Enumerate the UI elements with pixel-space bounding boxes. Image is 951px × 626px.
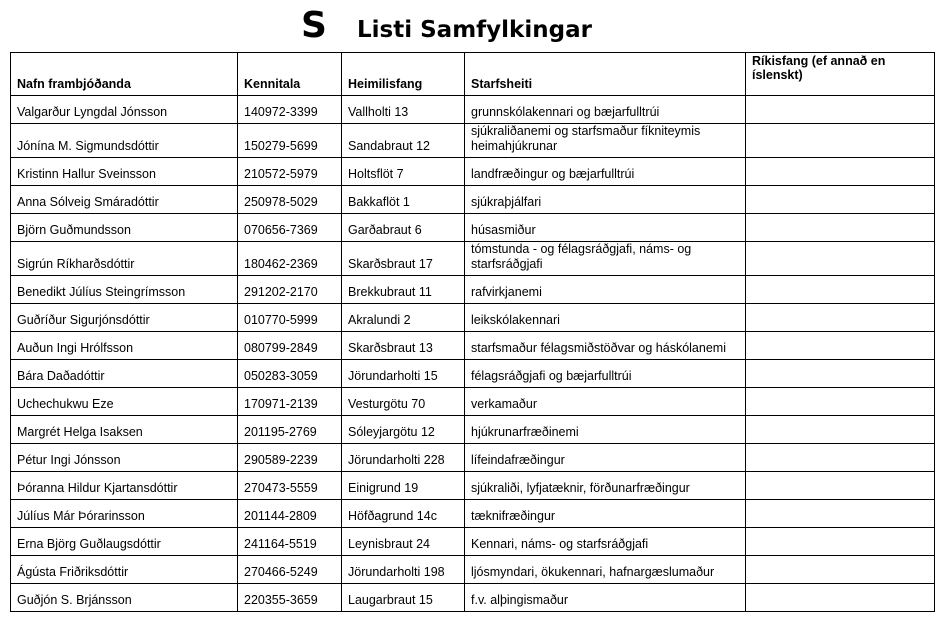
- cell-citizenship: [746, 214, 935, 242]
- cell-citizenship: [746, 360, 935, 388]
- cell-address: Vallholti 13: [342, 96, 465, 124]
- cell-name: Valgarður Lyngdal Jónsson: [11, 96, 238, 124]
- cell-occupation: félagsráðgjafi og bæjarfulltrúi: [465, 360, 746, 388]
- column-header-name: Nafn frambjóðanda: [11, 53, 238, 96]
- cell-name: Margrét Helga Isaksen: [11, 416, 238, 444]
- cell-kennitala: 180462-2369: [238, 242, 342, 276]
- cell-occupation: húsasmiður: [465, 214, 746, 242]
- cell-citizenship: [746, 444, 935, 472]
- cell-occupation: landfræðingur og bæjarfulltrúi: [465, 158, 746, 186]
- table-row: [11, 332, 935, 360]
- column-header-occupation: Starfsheiti: [465, 53, 746, 96]
- cell-address: Vesturgötu 70: [342, 388, 465, 416]
- table-row: [11, 276, 935, 304]
- cell-citizenship: [746, 304, 935, 332]
- cell-name: Erna Björg Guðlaugsdóttir: [11, 528, 238, 556]
- cell-citizenship: [746, 96, 935, 124]
- table-body: [11, 96, 935, 612]
- cell-name: Anna Sólveig Smáradóttir: [11, 186, 238, 214]
- table-row: [11, 472, 935, 500]
- table-row: [11, 242, 935, 276]
- cell-citizenship: [746, 124, 935, 158]
- cell-kennitala: 150279-5699: [238, 124, 342, 158]
- table-row: [11, 360, 935, 388]
- cell-address: Skarðsbraut 13: [342, 332, 465, 360]
- cell-name: Björn Guðmundsson: [11, 214, 238, 242]
- cell-kennitala: 291202-2170: [238, 276, 342, 304]
- cell-address: Jörundarholti 198: [342, 556, 465, 584]
- cell-kennitala: 270473-5559: [238, 472, 342, 500]
- list-letter: S: [301, 5, 327, 46]
- cell-address: Jörundarholti 228: [342, 444, 465, 472]
- cell-occupation: starfsmaður félagsmiðstöðvar og háskólanemi: [465, 332, 746, 360]
- cell-citizenship: [746, 528, 935, 556]
- cell-address: Bakkaflöt 1: [342, 186, 465, 214]
- cell-kennitala: 080799-2849: [238, 332, 342, 360]
- cell-name: Ágústa Friðriksdóttir: [11, 556, 238, 584]
- table-row: [11, 416, 935, 444]
- cell-citizenship: [746, 158, 935, 186]
- table-row: [11, 186, 935, 214]
- cell-name: Kristinn Hallur Sveinsson: [11, 158, 238, 186]
- cell-name: Guðjón S. Brjánsson: [11, 584, 238, 612]
- cell-address: Jörundarholti 15: [342, 360, 465, 388]
- cell-address: Brekkubraut 11: [342, 276, 465, 304]
- cell-occupation: ljósmyndari, ökukennari, hafnargæslumaður: [465, 556, 746, 584]
- cell-address: Akralundi 2: [342, 304, 465, 332]
- cell-kennitala: 070656-7369: [238, 214, 342, 242]
- table-row: [11, 444, 935, 472]
- cell-address: Sandabraut 12: [342, 124, 465, 158]
- list-heading: [0, 4, 951, 50]
- table-row: [11, 96, 935, 124]
- table-row: [11, 124, 935, 158]
- cell-address: Einigrund 19: [342, 472, 465, 500]
- cell-citizenship: [746, 500, 935, 528]
- cell-kennitala: 210572-5979: [238, 158, 342, 186]
- cell-occupation: leikskólakennari: [465, 304, 746, 332]
- cell-name: Uchechukwu Eze: [11, 388, 238, 416]
- cell-kennitala: 270466-5249: [238, 556, 342, 584]
- cell-kennitala: 010770-5999: [238, 304, 342, 332]
- cell-occupation: f.v. alþingismaður: [465, 584, 746, 612]
- cell-kennitala: 290589-2239: [238, 444, 342, 472]
- cell-citizenship: [746, 416, 935, 444]
- cell-kennitala: 220355-3659: [238, 584, 342, 612]
- column-header-kennitala: Kennitala: [238, 53, 342, 96]
- cell-kennitala: 250978-5029: [238, 186, 342, 214]
- cell-citizenship: [746, 472, 935, 500]
- cell-occupation: verkamaður: [465, 388, 746, 416]
- table-row: [11, 500, 935, 528]
- cell-name: Júlíus Már Þórarinsson: [11, 500, 238, 528]
- cell-kennitala: 050283-3059: [238, 360, 342, 388]
- cell-citizenship: [746, 556, 935, 584]
- column-header-citizenship: Ríkisfang (ef annað en íslenskt): [746, 53, 935, 96]
- cell-occupation: sjúkraþjálfari: [465, 186, 746, 214]
- cell-address: Höfðagrund 14c: [342, 500, 465, 528]
- table-header-row: [11, 53, 935, 96]
- table-row: [11, 528, 935, 556]
- column-header-address: Heimilisfang: [342, 53, 465, 96]
- cell-name: Bára Daðadóttir: [11, 360, 238, 388]
- table-row: [11, 158, 935, 186]
- cell-name: Pétur Ingi Jónsson: [11, 444, 238, 472]
- cell-address: Sóleyjargötu 12: [342, 416, 465, 444]
- list-title: Listi Samfylkingar: [357, 17, 592, 43]
- cell-occupation: Kennari, náms- og starfsráðgjafi: [465, 528, 746, 556]
- table-row: [11, 304, 935, 332]
- cell-citizenship: [746, 584, 935, 612]
- cell-kennitala: 201195-2769: [238, 416, 342, 444]
- cell-kennitala: 201144-2809: [238, 500, 342, 528]
- cell-citizenship: [746, 388, 935, 416]
- cell-address: Leynisbraut 24: [342, 528, 465, 556]
- cell-name: Auðun Ingi Hrólfsson: [11, 332, 238, 360]
- cell-occupation: sjúkraliðanemi og starfsmaður fíkniteymis heimahjúkrunar: [465, 124, 746, 158]
- cell-address: Garðabraut 6: [342, 214, 465, 242]
- cell-occupation: rafvirkjanemi: [465, 276, 746, 304]
- table-row: [11, 388, 935, 416]
- cell-citizenship: [746, 332, 935, 360]
- cell-address: Holtsflöt 7: [342, 158, 465, 186]
- table-row: [11, 584, 935, 612]
- cell-name: Benedikt Júlíus Steingrímsson: [11, 276, 238, 304]
- cell-citizenship: [746, 276, 935, 304]
- cell-kennitala: 170971-2139: [238, 388, 342, 416]
- table-row: [11, 556, 935, 584]
- cell-address: Laugarbraut 15: [342, 584, 465, 612]
- cell-occupation: grunnskólakennari og bæjarfulltrúi: [465, 96, 746, 124]
- cell-kennitala: 241164-5519: [238, 528, 342, 556]
- cell-kennitala: 140972-3399: [238, 96, 342, 124]
- cell-occupation: tæknifræðingur: [465, 500, 746, 528]
- cell-citizenship: [746, 242, 935, 276]
- cell-occupation: sjúkraliði, lyfjatæknir, förðunarfræðingur: [465, 472, 746, 500]
- candidate-table: [10, 52, 935, 612]
- cell-occupation: hjúkrunarfræðinemi: [465, 416, 746, 444]
- cell-occupation: lífeindafræðingur: [465, 444, 746, 472]
- cell-name: Sigrún Ríkharðsdóttir: [11, 242, 238, 276]
- cell-citizenship: [746, 186, 935, 214]
- cell-name: Jónína M. Sigmundsdóttir: [11, 124, 238, 158]
- cell-name: Þóranna Hildur Kjartansdóttir: [11, 472, 238, 500]
- cell-name: Guðríður Sigurjónsdóttir: [11, 304, 238, 332]
- cell-occupation: tómstunda - og félagsráðgjafi, náms- og starfsráðgjafi: [465, 242, 746, 276]
- cell-address: Skarðsbraut 17: [342, 242, 465, 276]
- table-row: [11, 214, 935, 242]
